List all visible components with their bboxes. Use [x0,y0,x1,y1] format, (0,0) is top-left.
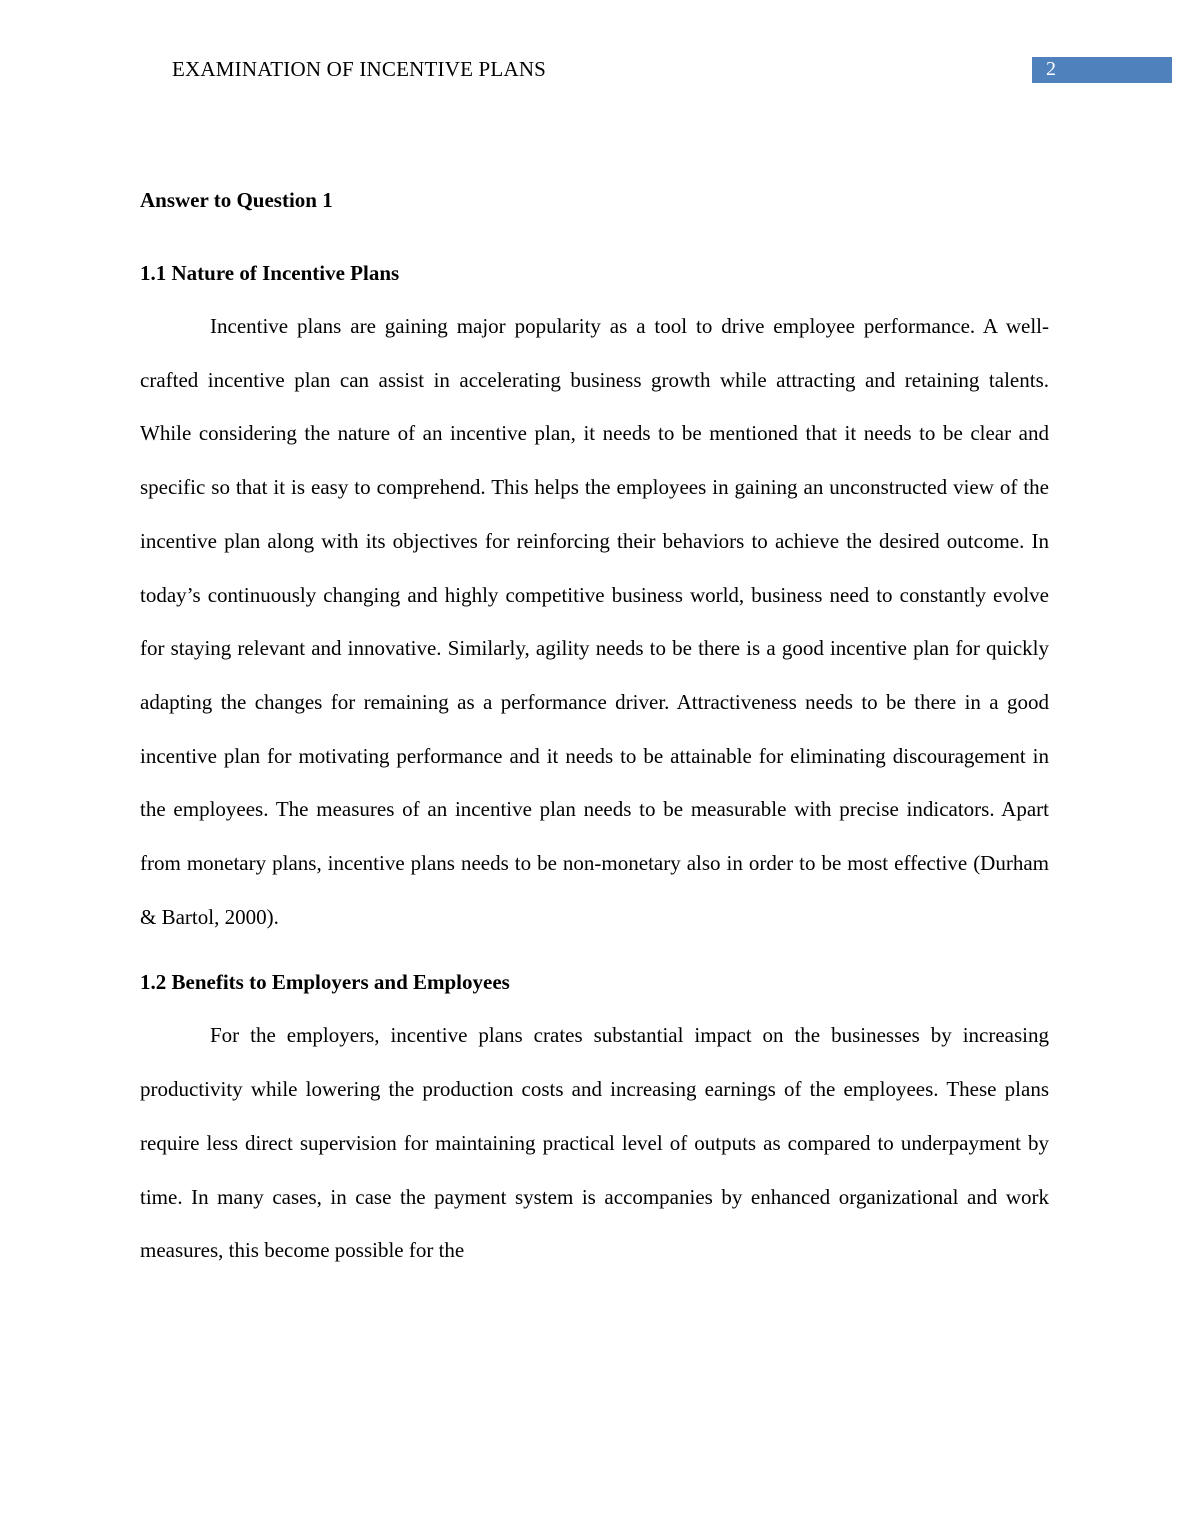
document-body [140,184,1049,1278]
page-number: 2 [1046,58,1056,80]
paragraph-nature: Incentive plans are gaining major popularity as a tool to drive employee performance. A well-crafted incentive plan can assist in accelerating business growth while attracting and retaining talents. While considering the nature of an incentive plan, it needs to be mentioned that it needs to be clear and specific so that it is easy to comprehend. This helps the employees in gaining an unconstructed view of the incentive plan along with its objectives for reinforcing their behaviors to achieve the desired outcome. In today’s continuously changing and highly competitive business world, business need to constantly evolve for staying relevant and innovative. Similarly, agility needs to be there is a good incentive plan for quickly adapting the changes for remaining as a performance driver. Attractiveness needs to be there in a good incentive plan for motivating performance and it needs to be attainable for eliminating discouragement in the employees. The measures of an incentive plan needs to be measurable with precise indicators. Apart from monetary plans, incentive plans needs to be non-monetary also in order to be most effective (Durham & Bartol, 2000). [140,314,1049,929]
page-number-box [1032,57,1172,83]
running-head: EXAMINATION OF INCENTIVE PLANS [172,57,547,81]
paragraph-benefits: For the employers, incentive plans crates substantial impact on the businesses by increasing productivity while lowering the production costs and increasing earnings of the employees. These plans require less direct supervision for maintaining practical level of outputs as compared to underpayment by time. In many cases, in case the payment system is accompanies by enhanced organizational and work measures, this become possible for the [140,1023,1049,1263]
answer-heading: Answer to Question 1 [140,188,333,212]
section-heading-benefits: 1.2 Benefits to Employers and Employees [140,970,510,995]
section-heading-nature: 1.1 Nature of Incentive Plans [140,261,400,285]
